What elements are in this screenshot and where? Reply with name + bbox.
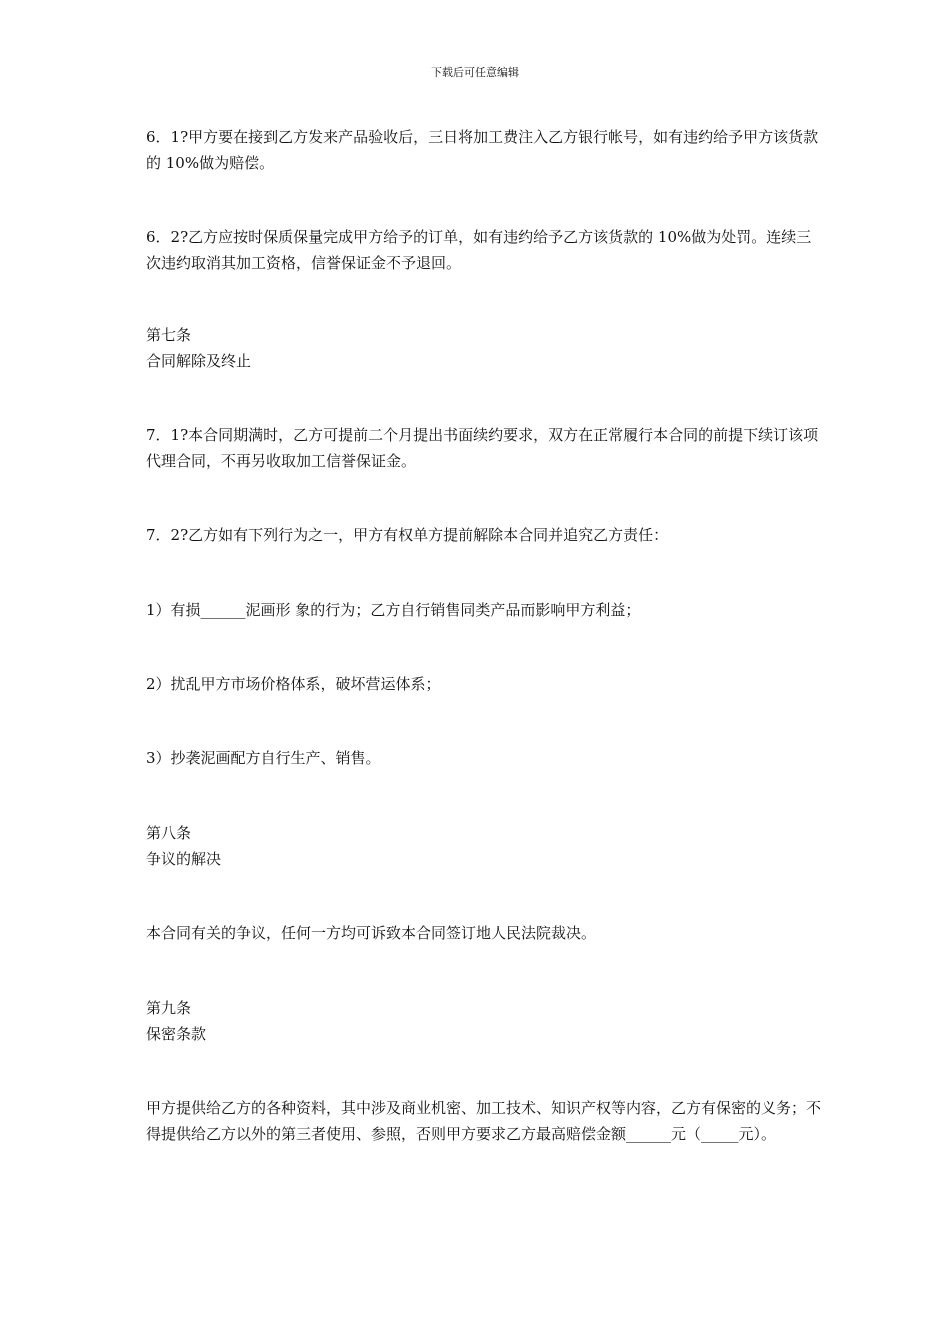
- article-9-title: 第九条: [146, 999, 192, 1017]
- page-header: 下载后可任意编辑: [431, 66, 519, 79]
- clause-7-2: 7．2?乙方如有下列行为之一，甲方有权单方提前解除本合同并追究乙方责任：: [146, 526, 669, 544]
- clause-6-1: 6．1?甲方要在接到乙方发来产品验收后，三日将加工费注入乙方银行帐号，如有违约给予甲方该货款的 10%做为赔偿。: [146, 128, 819, 172]
- article-7-title: 第七条: [146, 326, 192, 344]
- article-8-subtitle: 争议的解决: [146, 850, 222, 868]
- clause-8: 本合同有关的争议，任何一方均可诉致本合同签订地人民法院裁决。: [146, 924, 597, 942]
- clause-9: 甲方提供给乙方的各种资料，其中涉及商业机密、加工技术、知识产权等内容，乙方有保密的义务；不得提供给乙方以外的第三者使用、参照，否则甲方要求乙方最高赔偿金额______元（_____元）。: [146, 1099, 822, 1143]
- article-7-subtitle: 合同解除及终止: [146, 352, 252, 370]
- article-9-subtitle: 保密条款: [146, 1025, 207, 1043]
- list-item-1: 1）有损______泥画形 象的行为；乙方自行销售同类产品而影响甲方利益；: [146, 601, 641, 619]
- list-item-3: 3）抄袭泥画配方自行生产、销售。: [146, 749, 381, 767]
- clause-6-2: 6．2?乙方应按时保质保量完成甲方给予的订单，如有违约给予乙方该货款的 10%做为处罚。连续三次违约取消其加工资格，信誉保证金不予退回。: [146, 228, 812, 272]
- clause-7-1: 7．1?本合同期满时，乙方可提前二个月提出书面续约要求，双方在正常履行本合同的前提下续订该项代理合同，不再另收取加工信誉保证金。: [146, 426, 819, 470]
- list-item-2: 2）扰乱甲方市场价格体系，破坏营运体系；: [146, 675, 441, 693]
- article-8-title: 第八条: [146, 824, 192, 842]
